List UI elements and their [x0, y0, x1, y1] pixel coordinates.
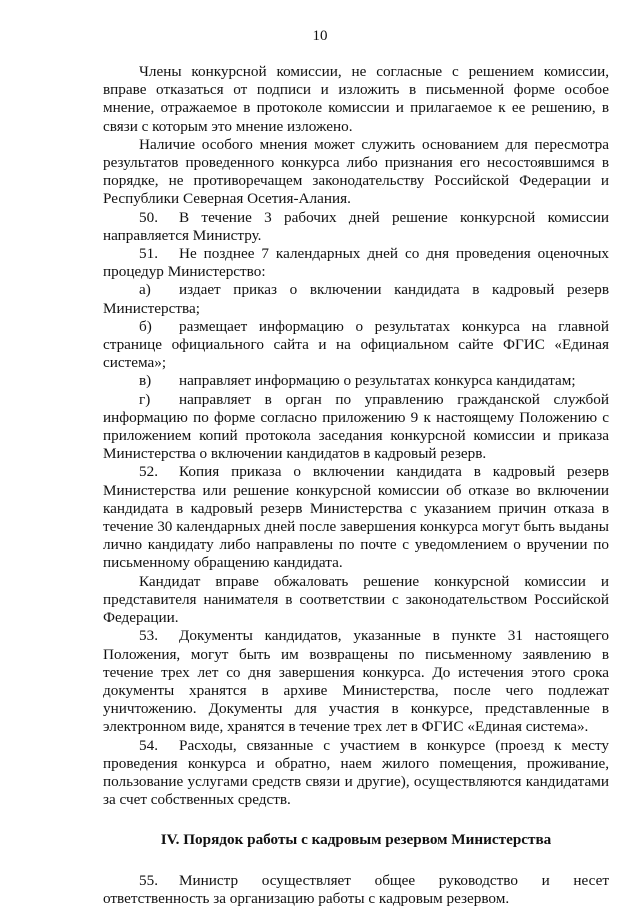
subitem-text: размещает информацию о результатах конкурса на главной странице официального сайта и на официальном сайте ФГИС «Единая система»;: [103, 317, 609, 372]
paragraph-dissent-basis: Наличие особого мнения может служить основанием для пересмотра результатов проведенного конкурса либо признания его несостоявшимся в порядке, не противоречащем законодательству Российской Федерации и Республики Северная Осетия-Алания.: [103, 135, 609, 208]
paragraph-dissent: Члены конкурсной комиссии, не согласные с решением комиссии, вправе отказаться от подписи и изложить в письменной форме особое мнение, отражаемое в протоколе комиссии и прилагаемое к ее решению, в связи с которым это мнение изложено.: [103, 63, 609, 135]
subitem-marker: в): [139, 372, 152, 390]
subitem-v: [103, 372, 609, 390]
clause-text: Копия приказа о включении кандидата в кадровый резерв Министерства или решение конкурсной комиссии об отказе во включении кандидата в кадровый резерв Министерства с указанием причин отказа в течение 30 календарных дней после завершения конкурса могут быть выданы лично кандидату либо направлены по почте с уведомлением о вручении по письменному обращению кандидата.: [103, 463, 609, 572]
clause-number: 52.: [139, 463, 158, 481]
clause-50: [103, 209, 609, 245]
subitem-marker: а): [139, 281, 151, 299]
clause-55: [103, 872, 609, 908]
clause-text: Документы кандидатов, указанные в пункте 31 настоящего Положения, могут быть им возвращены по письменному заявлению в течение трех лет со дня завершения конкурса. До истечения этого срока документы хранятся в архиве Министерства, после чего подлежат уничтожению. Документы для участия в конкурсе, представленные в электронном виде, хранятся в течение трех лет в ФГИС «Единая система».: [103, 627, 609, 736]
subitem-a: [103, 281, 609, 317]
clause-text: Министр осуществляет общее руководство и несет ответственность за организацию работы с кадровым резервом.: [103, 871, 609, 907]
subitem-text: издает приказ о включении кандидата в кадровый резерв Министерства;: [103, 281, 609, 317]
subitem-text: направляет в орган по управлению гражданской службой информацию по форме согласно приложению 9 к настоящему Положению с приложением копий протокола заседания конкурсной комиссии и приказа Министерства о включении кандидатов в кадровый резерв.: [103, 390, 609, 463]
page-number: 10: [312, 28, 328, 44]
paragraph-appeal: Кандидат вправе обжаловать решение конкурсной комиссии и представителя нанимателя в соответствии с законодательством Российской Федерации.: [103, 572, 609, 627]
subitem-marker: б): [139, 317, 152, 335]
section-heading: IV. Порядок работы с кадровым резервом Министерства: [160, 831, 552, 849]
document-body: [103, 63, 609, 908]
subitem-marker: г): [139, 390, 151, 408]
clause-53: [103, 627, 609, 736]
clause-number: 55.: [139, 871, 158, 889]
clause-number: 54.: [139, 736, 158, 754]
clause-text: В течение 3 рабочих дней решение конкурсной комиссии направляется Министру.: [103, 208, 609, 244]
subitem-g: [103, 391, 609, 464]
clause-number: 53.: [139, 627, 158, 645]
clause-number: 50.: [139, 208, 158, 226]
clause-51: [103, 245, 609, 281]
clause-52: [103, 463, 609, 572]
clause-text: Расходы, связанные с участием в конкурсе (проезд к месту проведения конкурса и обратно, наем жилого помещения, проживание, пользование услугами средств связи и другие), осуществляются кандидатами за счет собственных средств.: [103, 736, 609, 809]
clause-number: 51.: [139, 245, 158, 263]
subitem-text: направляет информацию о результатах конкурса кандидатам;: [179, 372, 576, 390]
clause-54: [103, 737, 609, 810]
clause-text: Не позднее 7 календарных дней со дня проведения оценочных процедур Министерство:: [103, 245, 609, 281]
subitem-b: [103, 318, 609, 373]
